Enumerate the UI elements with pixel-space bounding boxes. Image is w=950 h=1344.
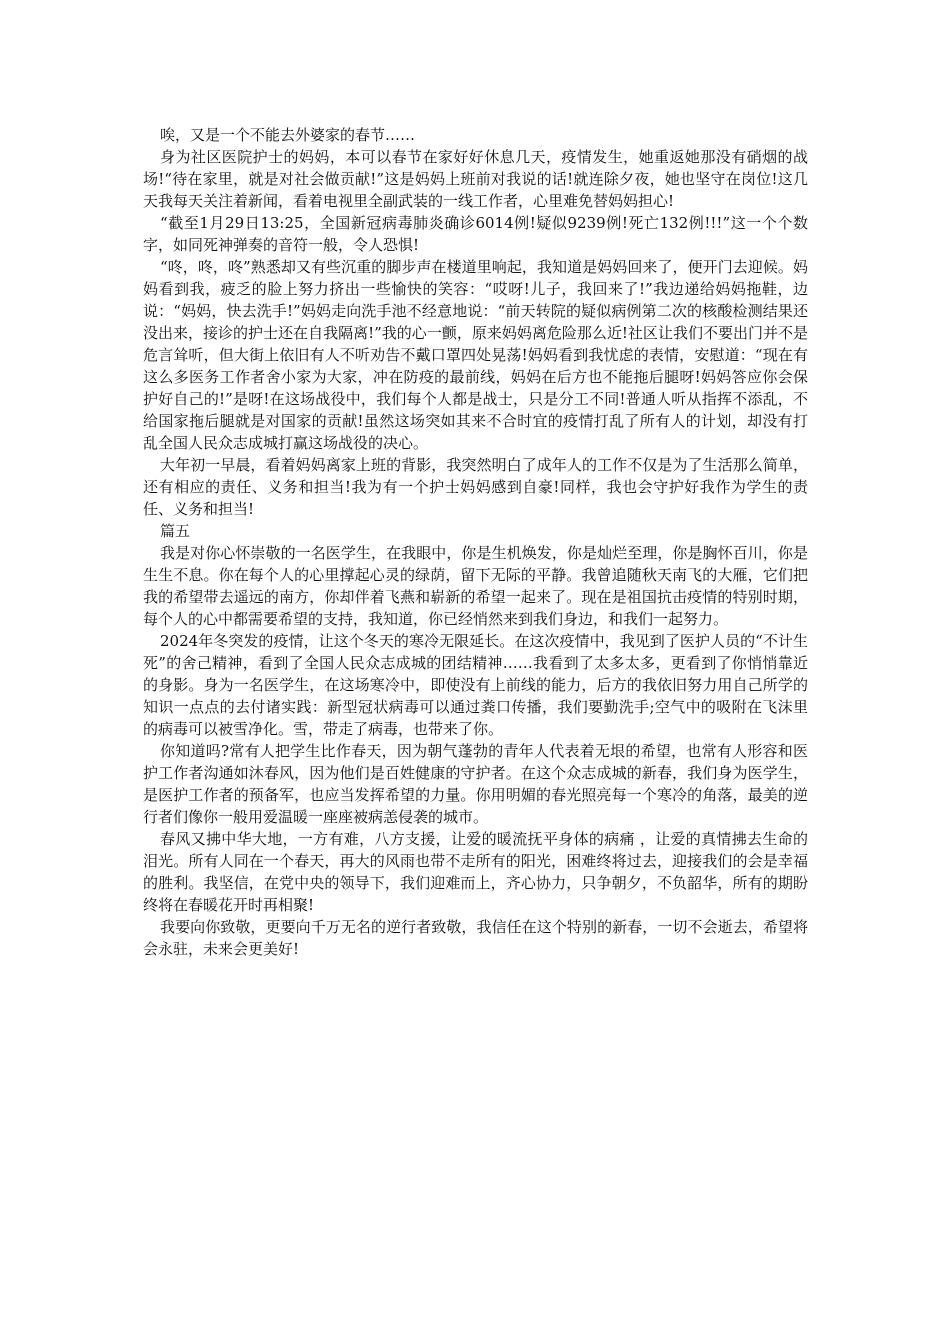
paragraph-mother-returns: “咚，咚，咚”熟悉却又有些沉重的脚步声在楼道里响起，我知道是妈妈回来了，便开门去迎候。妈妈看到我，疲乏的脸上努力挤出一些愉快的笑容：“哎呀!儿子，我回来了!”我边递给妈妈拖鞋，边说：“妈妈，快去洗手!”妈妈走向洗手池不经意地说：“前天转院的疑似病例第二次的核酸检测结果还没出来，接诊的护士还在自我隔离!”我的心一颤，原来妈妈离危险那么近!社区让我们不要出门并不是危言耸听，但大街上依旧有人不听劝告不戴口罩四处晃荡!妈妈看到我忧虑的表情，安慰道：“现在有这么多医务工作者舍小家为大家，冲在防疫的最前线，妈妈在后方也不能拖后腿呀!妈妈答应你会保护好自己的!”是呀!在这场战役中，我们每个人都是战士，只是分工不同!普通人听从指挥不添乱，不给国家拖后腿就是对国家的贡献!虽然这场突如其来不合时宜的疫情打乱了所有人的计划，却没有打乱全国人民众志成城打赢这场战役的决心。 (143, 258, 808, 452)
section-heading: 篇五 (160, 522, 191, 540)
paragraph-salute: 我要向你致敬，更要向千万无名的逆行者致敬，我信任在这个特别的新春，一切不会逝去，希望将会永驻，未来会更美好! (143, 918, 808, 958)
paragraph-statistics: “截至1月29日13:25，全国新冠病毒肺炎确诊6014例!疑似9239例!死亡132例!!!”这一个个数字，如同死神弹奏的音符一般，令人恐惧! (143, 214, 808, 254)
paragraph-spring-breeze: 春风又拂中华大地，一方有难，八方支援，让爱的暖流抚平身体的病痛 ，让爱的真情拂去生命的泪光。所有人同在一个春天，再大的风雨也带不走所有的阳光，困难终将过去，迎接我们的会是幸福的胜利。我坚信，在党中央的领导下，我们迎难而上，齐心协力，只争朝夕，不负韶华，所有的期盼终将在春暖花开时再相聚! (143, 830, 808, 914)
paragraph-medical-student: 我是对你心怀崇敬的一名医学生，在我眼中，你是生机焕发，你是灿烂至理，你是胸怀百川，你是生生不息。你在每个人的心里撑起心灵的绿荫，留下无际的平静。我曾追随秋天南飞的大雁，它们把我的希望带去遥远的南方，你却伴着飞燕和崭新的希望一起来了。现在是祖国抗击疫情的特别时期，每个人的心中都需要希望的支持，我知道，你已经悄然来到我们身边，和我们一起努力。 (143, 544, 808, 628)
paragraph-spring-metaphor: 你知道吗?常有人把学生比作春天，因为朝气蓬勃的青年人代表着无垠的希望，也常有人形容和医护工作者沟通如沐春风，因为他们是百姓健康的守护者。在这个众志成城的新春，我们身为医学生，是医护工作者的预备军，也应当发挥希望的力量。你用明媚的春光照亮每一个寒冷的角落，最美的逆行者们像你一般用爱温暖一座座被病恙侵袭的城市。 (143, 742, 808, 826)
paragraph-winter-epidemic: 2024年冬突发的疫情，让这个冬天的寒冷无限延长。在这次疫情中，我见到了医护人员的“不计生死”的舍己精神，看到了全国人民众志成城的团结精神……我看到了太多太多，更看到了你悄悄靠近的身影。身为一名医学生，在这场寒冷中，即使没有上前线的能力，后方的我依旧努力用自己所学的知识一点点的去付诸实践：新型冠状病毒可以通过粪口传播，我们要勤洗手;空气中的吸附在飞沫里的病毒可以被雪净化。雪，带走了病毒，也带来了你。 (143, 632, 808, 738)
paragraph-mother-nurse: 身为社区医院护士的妈妈，本可以春节在家好好休息几天，疫情发生，她重返她那没有硝烟的战场!“待在家里，就是对社会做贡献!”这是妈妈上班前对我说的话!就连除夕夜，她也坚守在岗位!这几天我每天关注着新闻，看着电视里全副武装的一线工作者，心里难免替妈妈担心! (143, 148, 808, 210)
paragraph-new-year-morning: 大年初一早晨，看着妈妈离家上班的背影，我突然明白了成年人的工作不仅是为了生活那么简单，还有相应的责任、义务和担当!我为有一个护士妈妈感到自豪!同样，我也会守护好我作为学生的责任、义务和担当! (143, 456, 808, 518)
article-body (143, 124, 808, 960)
paragraph-intro: 唉，又是一个不能去外婆家的春节…… (160, 126, 416, 144)
